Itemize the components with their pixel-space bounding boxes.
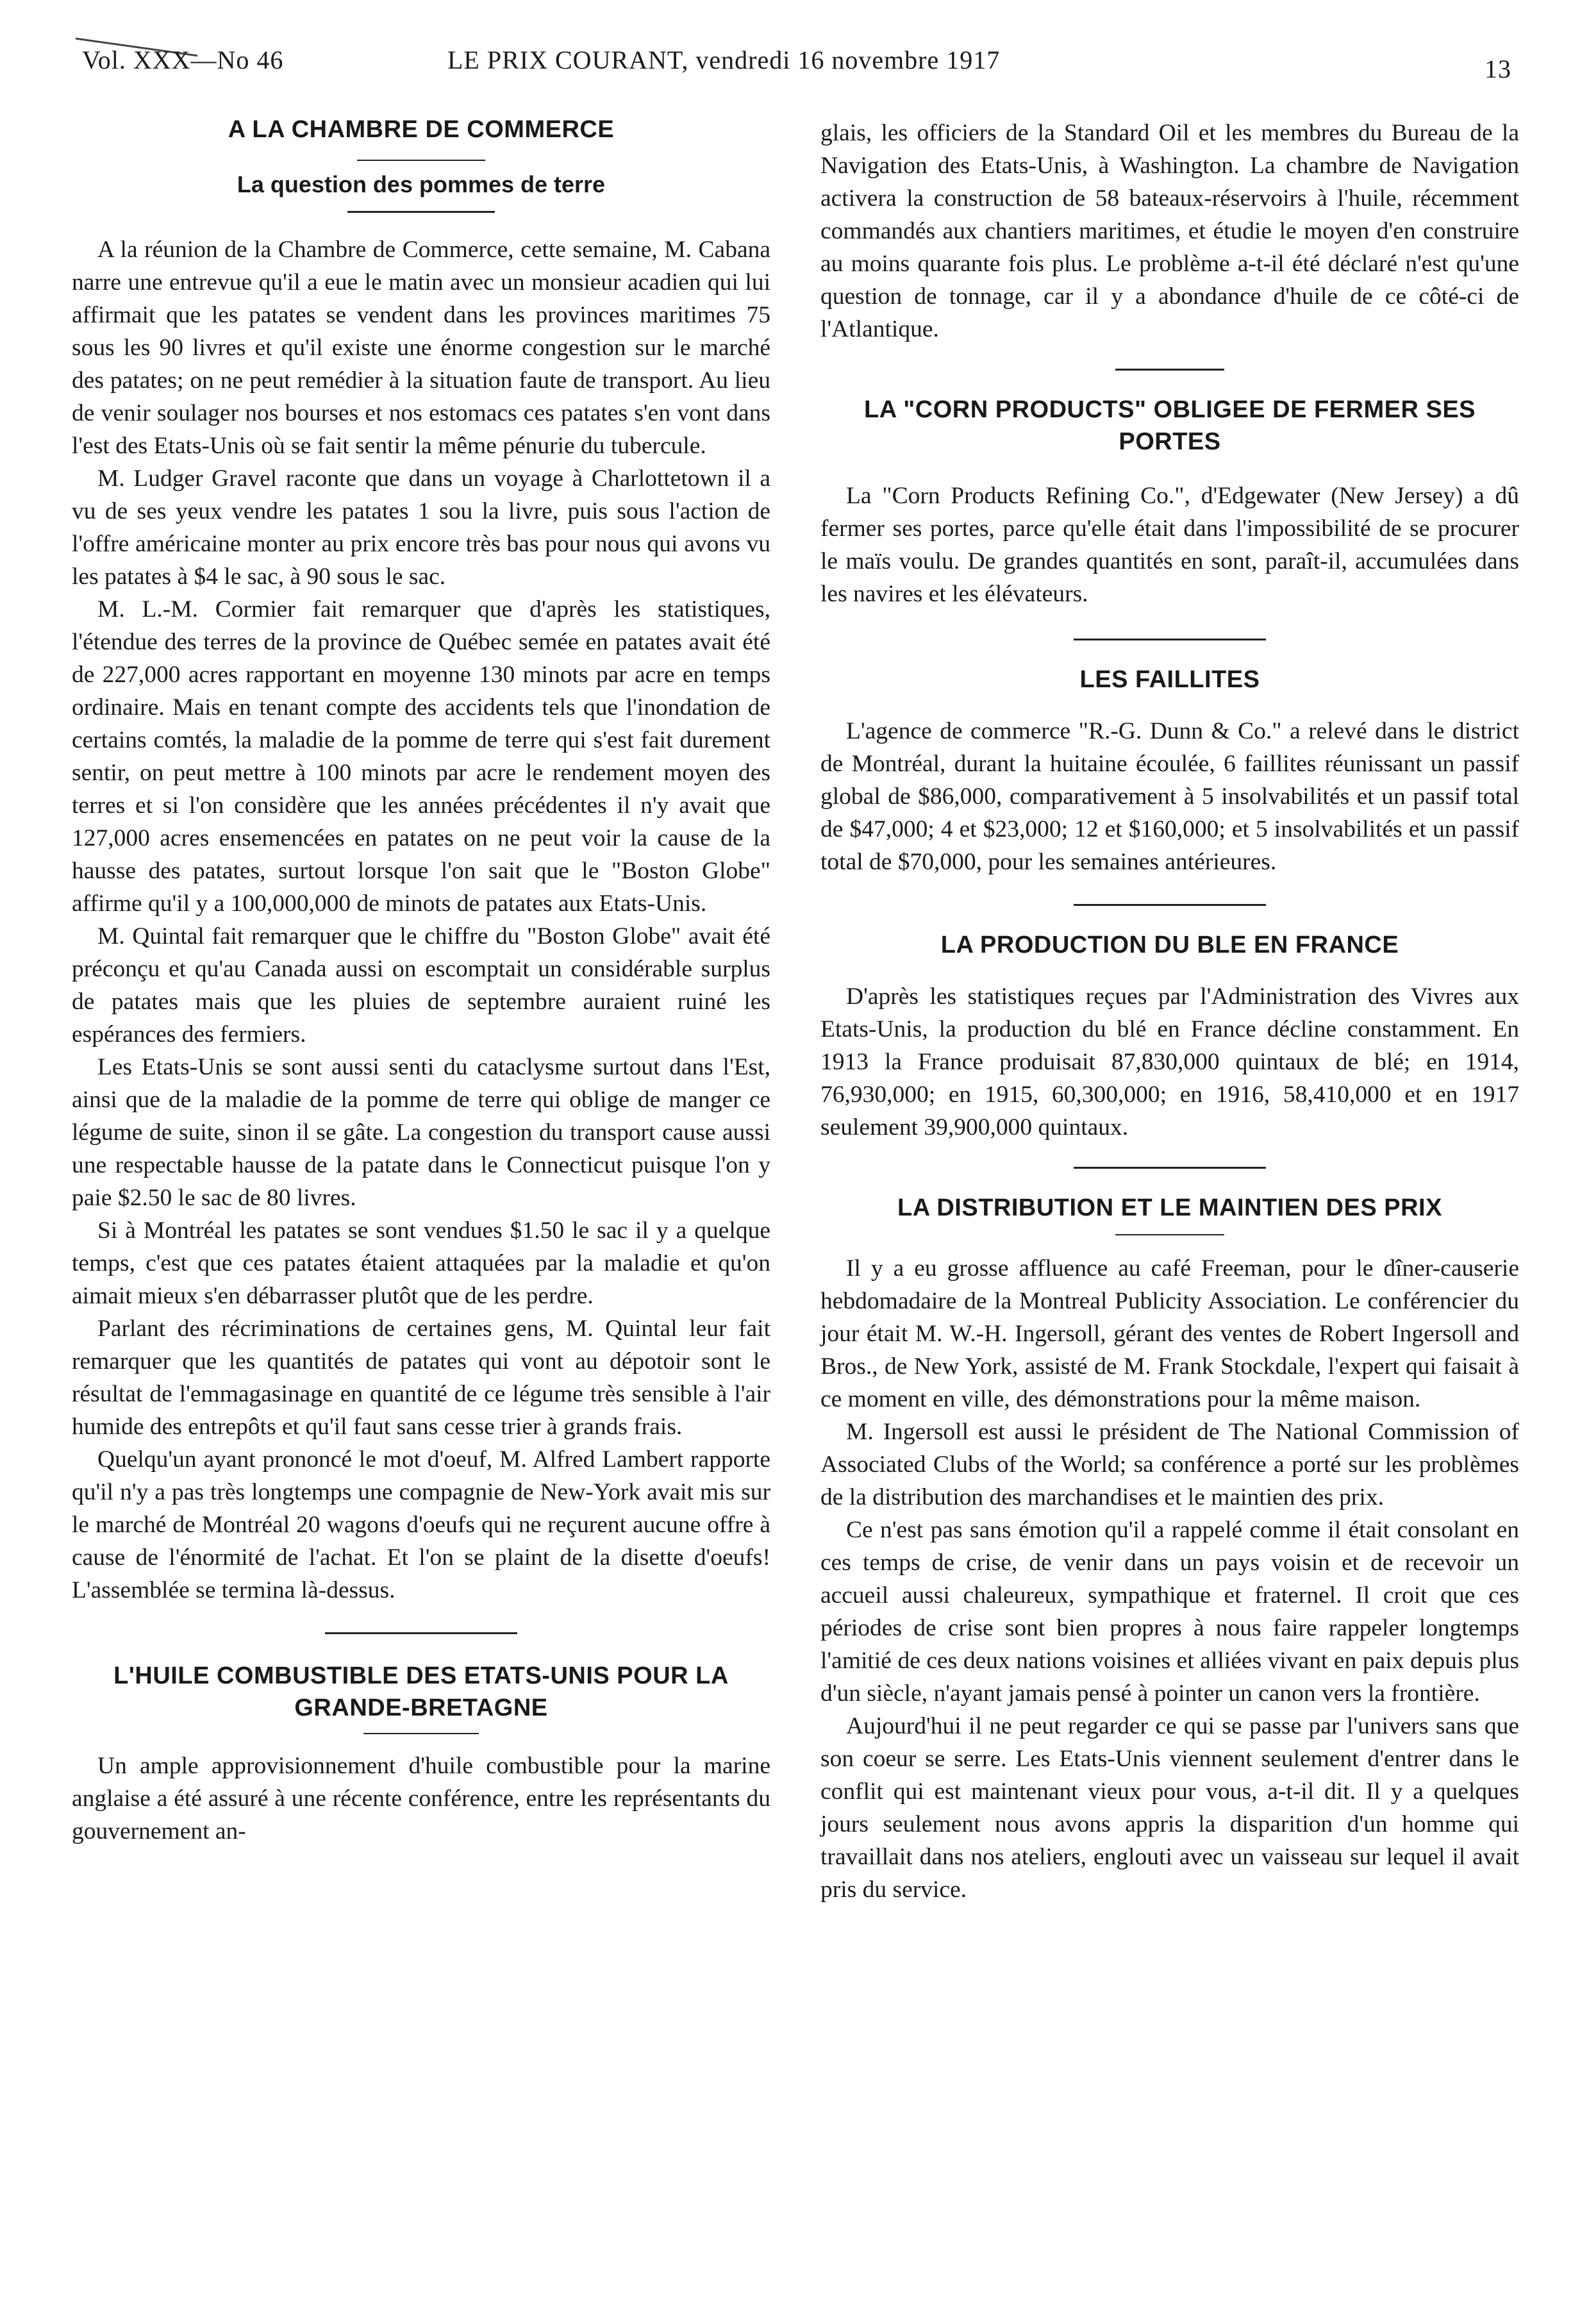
divider xyxy=(1074,904,1266,906)
article-paragraph: La "Corn Products Refining Co.", d'Edgewater (New Jersey) a dû fermer ses portes, parce qu'elle était dans l'impossibilité de se procurer le maïs voulu. De grandes quantités en sont, paraît-il, accumulées dans les navires et les élévateurs. xyxy=(820,483,1519,607)
article-paragraph: D'après les statistiques reçues par l'Administration des Vivres aux Etats-Unis, la production du blé en France décline constamment. En 1913 la France produisait 87,830,000 quintaux de blé; en 1914, 76,930,000; en 1915, 60,300,000; en 1916, 58,410,000 et en 1917 seulement 39,900,000 quintaux. xyxy=(820,983,1519,1141)
divider xyxy=(325,1632,517,1634)
journal-title-date: LE PRIX COURANT, vendredi 16 novembre 1917 xyxy=(447,46,1001,74)
article-title-huile: L'HUILE COMBUSTIBLE DES ETATS-UNIS POUR LA GRANDE-BRETAGNE xyxy=(113,1662,729,1721)
article-paragraph: Un ample approvisionnement d'huile combustible pour la marine anglaise a été assuré à une récente conférence, entre les représentants du gouvernement an- xyxy=(72,1753,770,1844)
article-paragraph: M. L.-M. Cormier fait remarquer que d'après les statistiques, l'étendue des terres de la province de Québec semée en patates avait été de 227,000 acres rapportant en moyenne 130 minots par acre en temps ordinaire. Mais en tenant compte des accidents tels que l'inondation de certains comtés, la maladie de la pomme de terre qui s'est fait durement sentir, on peut mettre à 100 minots par acre le rendement moyen des terres et si l'on considère que les années précédentes il n'y avait que 127,000 acres ensemencées en patates on ne peut voir la cause de la hausse des patates, surtout lorsque l'on sait que le "Boston Globe" affirme qu'il y a 100,000,000 de minots de patates aux Etats-Unis. xyxy=(72,596,770,917)
article-paragraph: Si à Montréal les patates se sont vendues $1.50 le sac il y a quelque temps, c'est que ces patates étaient attaquées par la maladie et qu'on aimait mieux s'en débarrasser plutôt que de les perdre. xyxy=(72,1217,770,1309)
article-paragraph: Aujourd'hui il ne peut regarder ce qui se passe par l'univers sans que son coeur se serre. Les Etats-Unis viennent seulement d'entrer dans le conflit qui est maintenant vieux pour vous, a-t-il dit. Il y a quelques jours seulement nous avons appris la disparition d'un homme qui travaillait dans nos ateliers, englouti avec un vaisseau sur lequel il avait pris du service. xyxy=(820,1713,1519,1903)
article-title-production-ble: LA PRODUCTION DU BLE EN FRANCE xyxy=(940,932,1399,958)
article-paragraph: glais, les officiers de la Standard Oil et les membres du Bureau de la Navigation des Etats-Unis, à Washington. La chambre de Navigation activera la construction de 58 bateaux-réservoirs à l'huile, récemment commandés aux chantiers maritimes, et étudie le moyen d'en construire au moins quarante fois plus. Le problème a-t-il été déclaré n'est qu'une question de tonnage, car il y a abondance d'huile de ce côté-ci de l'Atlantique. xyxy=(820,120,1519,342)
article-title-chambre: A LA CHAMBRE DE COMMERCE xyxy=(228,116,615,143)
divider xyxy=(363,1733,479,1734)
divider xyxy=(357,160,485,161)
divider xyxy=(1115,369,1224,371)
article-title-corn-products: LA "CORN PRODUCTS" OBLIGEE DE FERMER SES PORTES xyxy=(863,396,1476,455)
article-paragraph: Ce n'est pas sans émotion qu'il a rappelé comme il était consolant en ces temps de crise, de venir dans un pays voisin et de recevoir un accueil aussi chaleureux, sympathique et fraternel. Il croit que ces périodes de crise sont bien propres à nous faire rappeler longtemps l'amitié de ces deux nations voisines et alliées vivant en paix depuis plus d'un siècle, n'ayant jamais pensé à pointer un canon vers la frontière. xyxy=(820,1517,1519,1707)
right-column xyxy=(820,117,1519,1906)
article-paragraph: M. Ludger Gravel raconte que dans un voyage à Charlottetown il a vu de ses yeux vendre les patates 1 sou la livre, puis sous l'action de l'offre américaine monter au prix encore très bas pour nous qui avons vu les patates à $4 le sac, à 90 sous le sac. xyxy=(72,465,770,590)
volume-number: Vol. XXX—No 46 xyxy=(82,46,284,74)
article-paragraph: M. Quintal fait remarquer que le chiffre du "Boston Globe" avait été préconçu et qu'au Canada aussi on escomptait un considérable surplus de patates mais que les pluies de septembre auraient ruiné les espérances des fermiers. xyxy=(72,923,770,1048)
page-number: 13 xyxy=(1485,54,1511,83)
page-header xyxy=(82,40,1511,85)
article-paragraph: A la réunion de la Chambre de Commerce, cette semaine, M. Cabana narre une entrevue qu'il a eue le matin avec un monsieur acadien qui lui affirmait que les patates se vendent dans les provinces maritimes 75 sous les 90 livres et qu'il existe une énorme congestion sur le marché des patates; on ne peut remédier à la situation faute de transport. Au lieu de venir soulager nos bourses et nos estomacs ces patates s'en vont dans l'est des Etats-Unis où se fait sentir la même pénurie du tubercule. xyxy=(72,237,770,459)
divider xyxy=(347,211,495,213)
article-subtitle: La question des pommes de terre xyxy=(237,171,606,197)
article-paragraph: Quelqu'un ayant prononcé le mot d'oeuf, M. Alfred Lambert rapporte qu'il n'y a pas très longtemps une compagnie de New-York avait mis sur le marché de Montréal 20 wagons d'oeufs qui ne reçurent aucune offre à cause de l'énormité de l'achat. Et l'on se plaint de la disette d'oeufs! L'assemblée se termina là-dessus. xyxy=(72,1446,770,1603)
divider xyxy=(1074,1167,1266,1169)
article-paragraph: Les Etats-Unis se sont aussi senti du cataclysme surtout dans l'Est, ainsi que de la maladie de la pomme de terre qui oblige de manger ce légume de suite, sinon il se gâte. La congestion du transport cause aussi une respectable hausse de la patate dans le Connecticut puisque l'on y paie $2.50 le sac de 80 livres. xyxy=(72,1054,770,1211)
left-column xyxy=(72,106,770,1848)
divider xyxy=(1074,639,1266,640)
article-paragraph: L'agence de commerce "R.-G. Dunn & Co." a relevé dans le district de Montréal, durant la huitaine écoulée, 6 faillites réunissant un passif global de $86,000, comparativement à 5 insolvabilités et un passif total de $47,000; 4 et $23,000; 12 et $160,000; et 5 insolvabilités et un passif total de $70,000, pour les semaines antérieures. xyxy=(820,718,1519,875)
article-paragraph: M. Ingersoll est aussi le président de The National Commission of Associated Clubs of the World; sa conférence a porté sur les problèmes de la distribution des marchandises et le maintien des prix. xyxy=(820,1419,1519,1510)
article-title-faillites: LES FAILLITES xyxy=(1079,666,1260,693)
article-title-distribution-prix: LA DISTRIBUTION ET LE MAINTIEN DES PRIX xyxy=(897,1194,1442,1221)
divider xyxy=(1115,1234,1224,1235)
article-paragraph: Parlant des récriminations de certaines gens, M. Quintal leur fait remarquer que les quantités de patates qui vont au dépotoir sont le résultat de l'emmagasinage en quantité de ce légume très sensible à l'air humide des entrepôts et qu'il faut sans cesse trier à grands frais. xyxy=(72,1316,770,1440)
article-paragraph: Il y a eu grosse affluence au café Freeman, pour le dîner-causerie hebdomadaire de la Montreal Publicity Association. Le conférencier du jour était M. W.-H. Ingersoll, gérant des ventes de Robert Ingersoll and Bros., de New York, assisté de M. Frank Stockdale, l'expert qui faisait à ce moment en ville, des démonstrations pour la même maison. xyxy=(820,1255,1519,1412)
